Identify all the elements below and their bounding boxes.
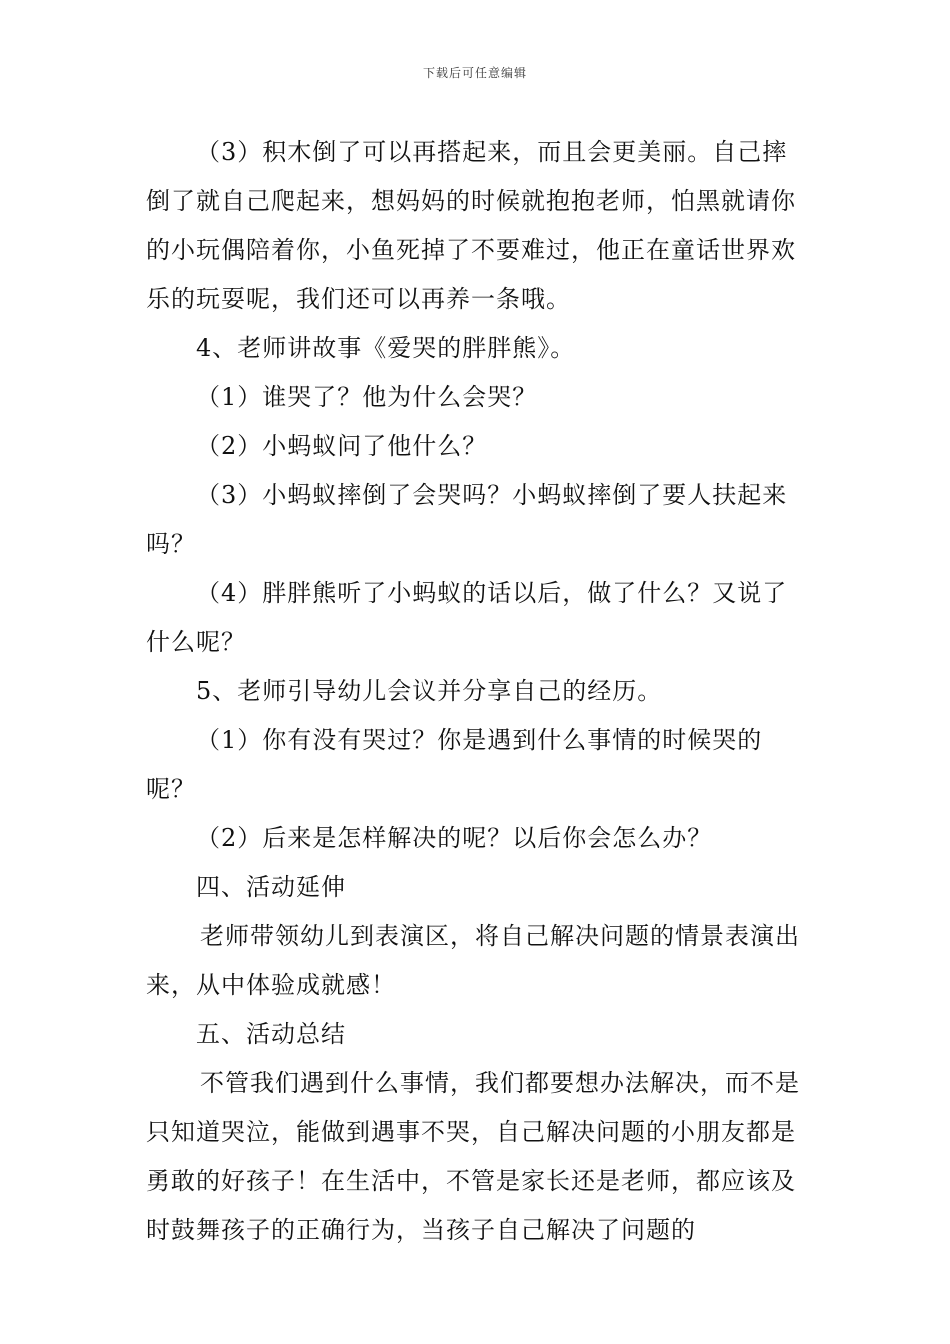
paragraph-question-4: （4）胖胖熊听了小蚂蚁的话以后，做了什么？又说了什么呢？ — [146, 579, 788, 656]
paragraph-step-3-blocks: （3）积木倒了可以再搭起来，而且会更美丽。自己摔倒了就自己爬起来，想妈妈的时候就抱抱老师，怕黑就请你的小玩偶陪着你，小鱼死掉了不要难过，他正在童话世界欢乐的玩耍呢，我们还可以再养一条哦。 — [146, 138, 796, 313]
document-body — [146, 128, 810, 1255]
paragraph-question-1: （1）谁哭了？他为什么会哭？ — [196, 383, 538, 411]
paragraph-question-3: （3）小蚂蚁摔倒了会哭吗？小蚂蚁摔倒了要人扶起来吗？ — [146, 481, 788, 558]
paragraph-story-heading: 4、老师讲故事《爱哭的胖胖熊》。 — [196, 334, 576, 362]
paragraph-summary: 不管我们遇到什么事情，我们都要想办法解决，而不是只知道哭泣，能做到遇事不哭，自己解决问题的小朋友都是勇敢的好孩子！在生活中，不管是家长还是老师，都应该及时鼓舞孩子的正确行为，当孩子自己解决了问题的 — [146, 1069, 800, 1244]
paragraph-share-question-2: （2）后来是怎样解决的呢？以后你会怎么办？ — [196, 824, 713, 852]
paragraph-share-question-1: （1）你有没有哭过？你是遇到什么事情的时候哭的呢？ — [146, 726, 763, 803]
paragraph-question-2: （2）小蚂蚁问了他什么？ — [196, 432, 488, 460]
paragraph-extension: 老师带领幼儿到表演区，将自己解决问题的情景表演出来，从中体验成就感！ — [146, 922, 800, 999]
header-note: 下载后可任意编辑 — [422, 66, 527, 80]
section-heading-extension: 四、活动延伸 — [196, 873, 346, 901]
paragraph-share-heading: 5、老师引导幼儿会议并分享自己的经历。 — [196, 677, 663, 705]
section-heading-summary: 五、活动总结 — [196, 1020, 346, 1048]
